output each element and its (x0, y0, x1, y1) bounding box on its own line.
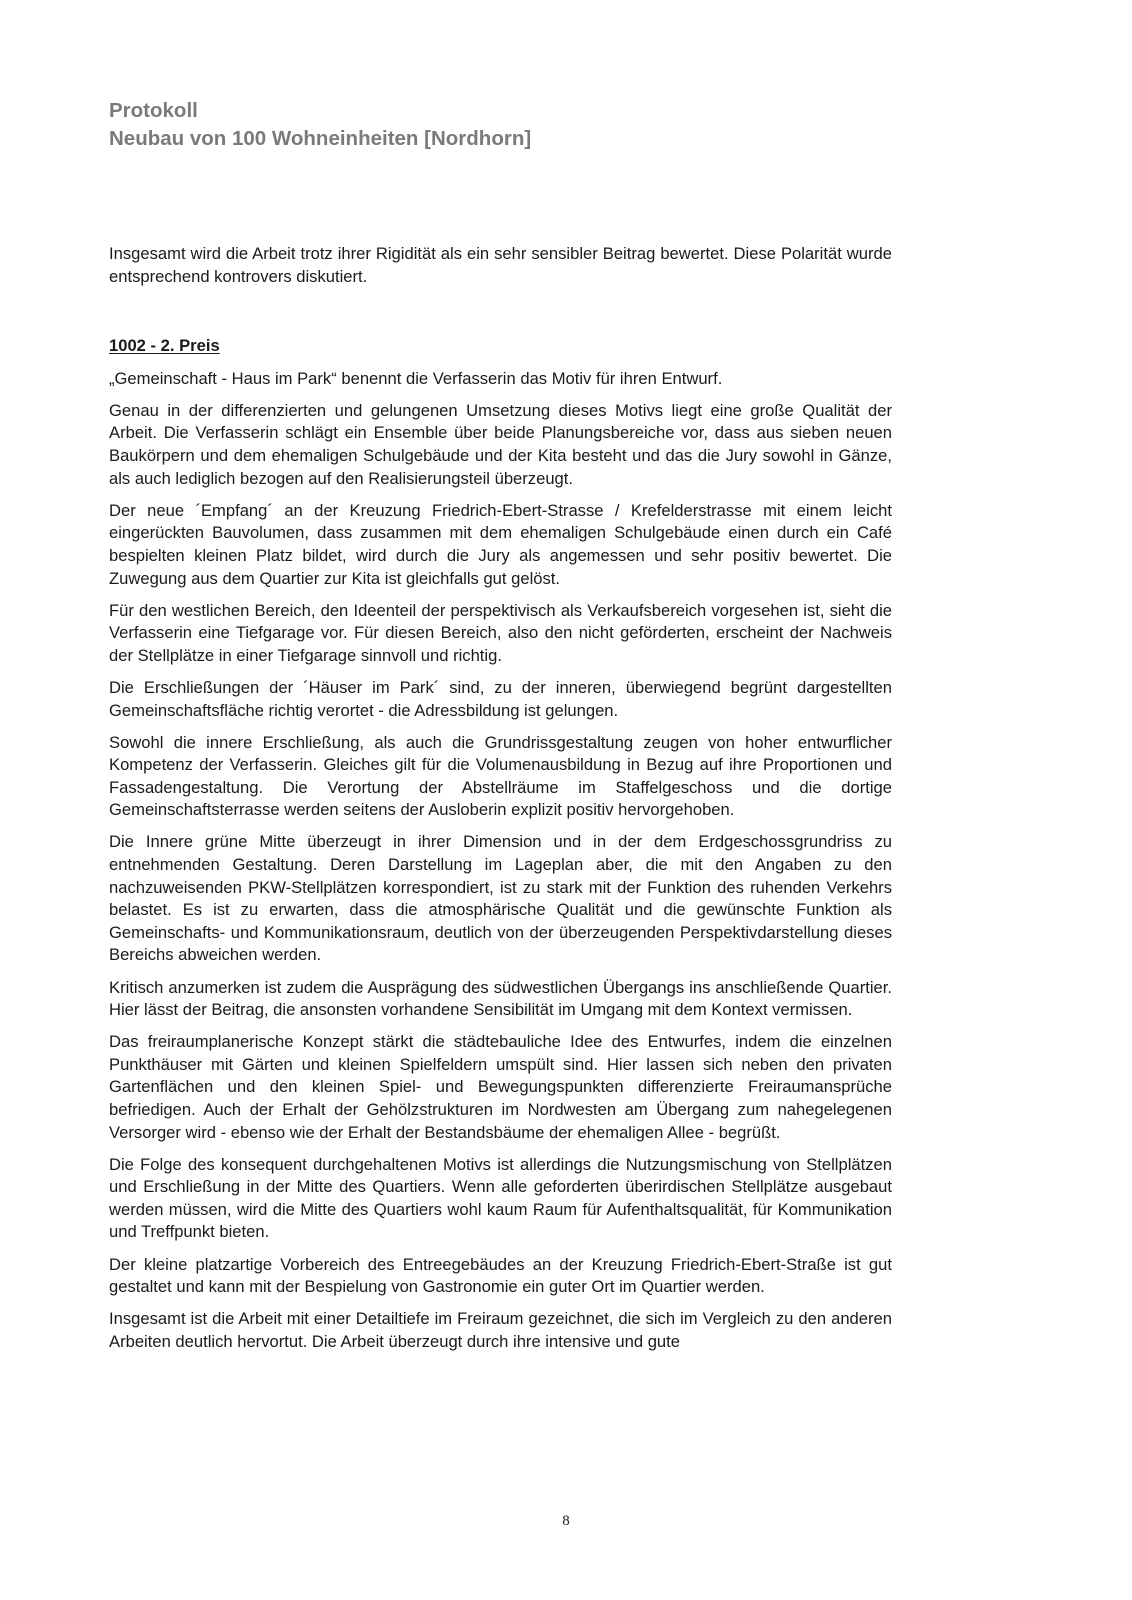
document-header (109, 97, 909, 153)
document-body (109, 243, 892, 1363)
paragraph: Die Erschließungen der ´Häuser im Park´ sind, zu der inneren, überwiegend begrünt dargestellten Gemeinschaftsfläche richtig verortet - die Adressbildung ist gelungen. (109, 677, 892, 720)
paragraph: Sowohl die innere Erschließung, als auch die Grundrissgestaltung zeugen von hoher entwurflicher Kompetenz der Verfasserin. Gleiches gilt für die Volumenausbildung in Bezug auf ihre Proportionen und Fassadengestaltung. Die Verortung der Abstellräume im Staffelgeschoss und die dortige Gemeinschaftsterrasse werden seitens der Ausloberin explizit positiv hervorgehoben. (109, 732, 892, 820)
paragraph: Das freiraumplanerische Konzept stärkt die städtebauliche Idee des Entwurfes, indem die einzelnen Punkthäuser mit Gärten und kleinen Spielfeldern umspült sind. Hier lassen sich neben den privaten Gartenflächen und den kleinen Spiel- und Bewegungspunkten differenzierte Freiraumansprüche befriedigen. Auch der Erhalt der Gehölzstrukturen im Nordwesten am Übergang zum nahegelegenen Versorger wird - ebenso wie der Erhalt der Bestandsbäume der ehemaligen Allee - begrüßt. (109, 1032, 892, 1142)
page-number: 8 (562, 1513, 570, 1529)
paragraph: Für den westlichen Bereich, den Ideenteil der perspektivisch als Verkaufsbereich vorgesehen ist, sieht die Verfasserin eine Tiefgarage vor. Für diesen Bereich, also den nicht geförderten, erscheint der Nachweis der Stellplätze in einer Tiefgarage sinnvoll und richtig. (109, 600, 892, 665)
intro-paragraph: Insgesamt wird die Arbeit trotz ihrer Rigidität als ein sehr sensibler Beitrag bewertet. Diese Polarität wurde entsprechend kontrovers diskutiert. (109, 244, 892, 286)
paragraph: Der neue ´Empfang´ an der Kreuzung Friedrich-Ebert-Strasse / Krefelderstrasse mit einem leicht eingerückten Bauvolumen, dass zusammen mit dem ehemaligen Schulgebäude einen durch ein Café bespielten kleinen Platz bildet, wird durch die Jury als angemessen und sehr positiv bewertet. Die Zuwegung aus dem Quartier zur Kita ist gleichfalls gut gelöst. (109, 500, 892, 588)
paragraph: „Gemeinschaft - Haus im Park“ benennt die Verfasserin das Motiv für ihren Entwurf. (109, 368, 723, 388)
paragraph: Der kleine platzartige Vorbereich des Entreegebäudes an der Kreuzung Friedrich-Ebert-Straße ist gut gestaltet und kann mit der Bespielung von Gastronomie ein guter Ort im Quartier werden. (109, 1254, 892, 1297)
header-subtitle: Neubau von 100 Wohneinheiten [Nordhorn] (109, 127, 532, 150)
paragraph: Genau in der differenzierten und gelungenen Umsetzung dieses Motivs liegt eine große Qualität der Arbeit. Die Verfasserin schlägt ein Ensemble über beide Planungsbereiche vor, dass aus sieben neuen Baukörpern und dem ehemaligen Schulgebäude und der Kita besteht und das die Jury sowohl in Gänze, als auch lediglich bezogen auf den Realisierungsteil überzeugt. (109, 400, 892, 488)
paragraph: Die Innere grüne Mitte überzeugt in ihrer Dimension und in der dem Erdgeschossgrundriss zu entnehmenden Gestaltung. Deren Darstellung im Lageplan aber, die mit den Angaben zu den nachzuweisenden PKW-Stellplätzen korrespondiert, ist zu stark mit der Funktion des ruhenden Verkehrs belastet. Es ist zu erwarten, dass die atmosphärische Qualität und die gewünschte Funktion als Gemeinschafts- und Kommunikationsraum, deutlich von der überzeugenden Perspektivdarstellung dieses Bereichs abweichen werden. (109, 832, 892, 965)
paragraph: Kritisch anzumerken ist zudem die Ausprägung des südwestlichen Übergangs ins anschließende Quartier. Hier lässt der Beitrag, die ansonsten vorhandene Sensibilität im Umgang mit dem Kontext vermissen. (109, 977, 892, 1020)
paragraph: Die Folge des konsequent durchgehaltenen Motivs ist allerdings die Nutzungsmischung von Stellplätzen und Erschließung in der Mitte des Quartiers. Wenn alle geforderten überirdischen Stellplätze ausgebaut werden müssen, wird die Mitte des Quartiers wohl kaum Raum für Aufenthaltsqualität, für Kommunikation und Treffpunkt bieten. (109, 1154, 892, 1242)
section-heading: 1002 - 2. Preis (109, 336, 220, 356)
paragraph: Insgesamt ist die Arbeit mit einer Detailtiefe im Freiraum gezeichnet, die sich im Vergleich zu den anderen Arbeiten deutlich hervortut. Die Arbeit überzeugt durch ihre intensive und gute (109, 1309, 892, 1351)
header-title: Protokoll (109, 99, 198, 122)
